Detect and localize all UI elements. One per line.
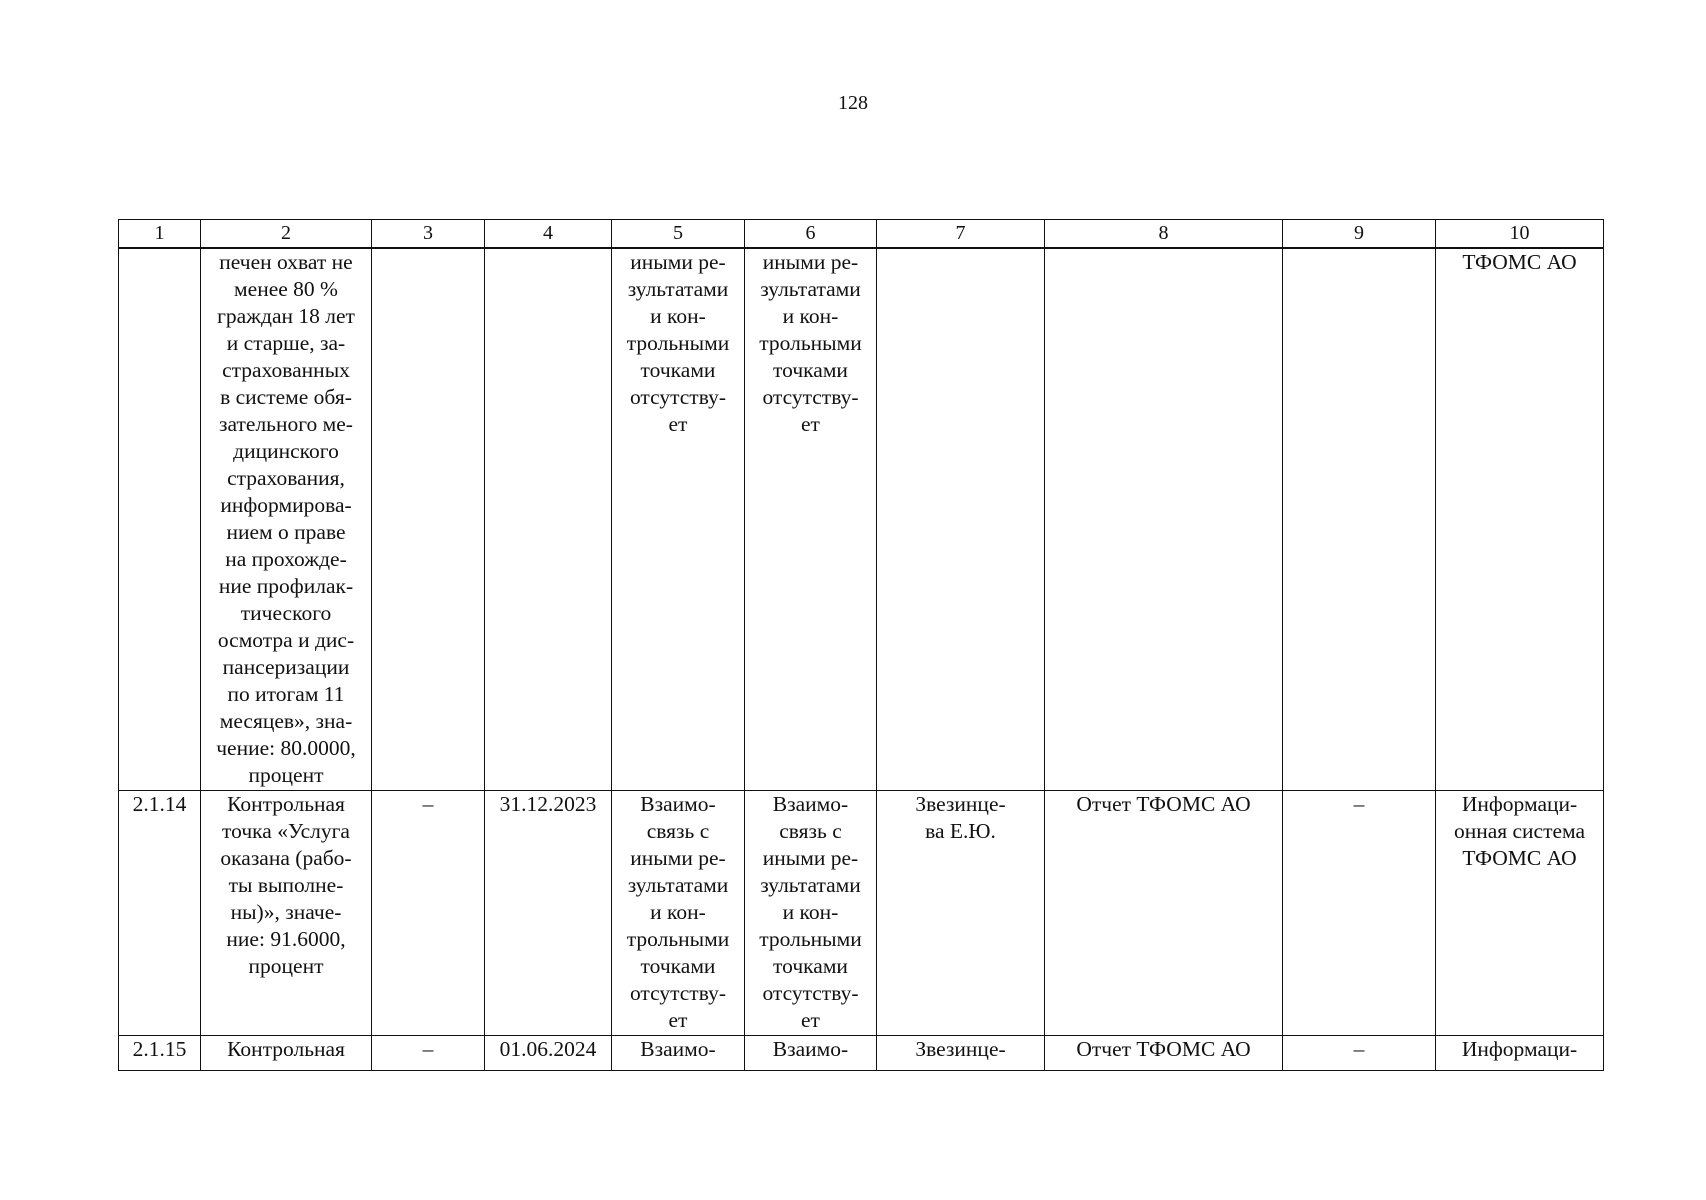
cell-end-date (485, 248, 612, 790)
cell-name: печен охват не менее 80 % граждан 18 лет и старше, за- страхованных в системе обя- зательного ме- дицинского страхования, информирова- нием о праве на прохожде- ние профилак- тического осмотра и дис- пансеризации по итогам 11 месяцев», зна- чение: 80.0000, процент (201, 248, 372, 790)
cell-end-date: 31.12.2023 (485, 790, 612, 1035)
column-header: 2 (201, 220, 372, 249)
table-row (119, 1035, 1604, 1070)
cell-name: Контрольная точка «Услуга оказана (рабо- ты выполне- ны)», значе- ние: 91.6000, процент (201, 790, 372, 1035)
cell-start-date: – (372, 790, 485, 1035)
column-header: 8 (1045, 220, 1283, 249)
cell-successors: Взаимо- (745, 1035, 877, 1070)
cell-level: – (1283, 1035, 1436, 1070)
table-header-row (119, 220, 1604, 249)
cell-document (1045, 248, 1283, 790)
cell-predecessors: Взаимо- (612, 1035, 745, 1070)
cell-level: – (1283, 790, 1436, 1035)
cell-predecessors: иными ре- зультатами и кон- трольными точками отсутству- ет (612, 248, 745, 790)
column-header: 7 (877, 220, 1045, 249)
cell-number: 2.1.15 (119, 1035, 201, 1070)
cell-number: 2.1.14 (119, 790, 201, 1035)
cell-start-date (372, 248, 485, 790)
cell-successors: Взаимо- связь с иными ре- зультатами и кон- трольными точками отсутству- ет (745, 790, 877, 1035)
cell-responsible: Звезинце- (877, 1035, 1045, 1070)
column-header: 1 (119, 220, 201, 249)
column-header: 6 (745, 220, 877, 249)
cell-system: Информаци- онная система ТФОМС АО (1436, 790, 1604, 1035)
cell-system: Информаци- (1436, 1035, 1604, 1070)
cell-responsible: Звезинце- ва Е.Ю. (877, 790, 1045, 1035)
page-number: 128 (838, 92, 868, 114)
column-header: 3 (372, 220, 485, 249)
cell-number (119, 248, 201, 790)
data-table (118, 219, 1604, 1071)
table-row (119, 248, 1604, 790)
cell-successors: иными ре- зультатами и кон- трольными точками отсутству- ет (745, 248, 877, 790)
column-header: 4 (485, 220, 612, 249)
column-header: 10 (1436, 220, 1604, 249)
cell-name: Контрольная (201, 1035, 372, 1070)
cell-predecessors: Взаимо- связь с иными ре- зультатами и кон- трольными точками отсутству- ет (612, 790, 745, 1035)
column-header: 5 (612, 220, 745, 249)
cell-responsible (877, 248, 1045, 790)
cell-end-date: 01.06.2024 (485, 1035, 612, 1070)
cell-document: Отчет ТФОМС АО (1045, 1035, 1283, 1070)
cell-document: Отчет ТФОМС АО (1045, 790, 1283, 1035)
cell-start-date: – (372, 1035, 485, 1070)
cell-system: ТФОМС АО (1436, 248, 1604, 790)
column-header: 9 (1283, 220, 1436, 249)
cell-level (1283, 248, 1436, 790)
table-row (119, 790, 1604, 1035)
